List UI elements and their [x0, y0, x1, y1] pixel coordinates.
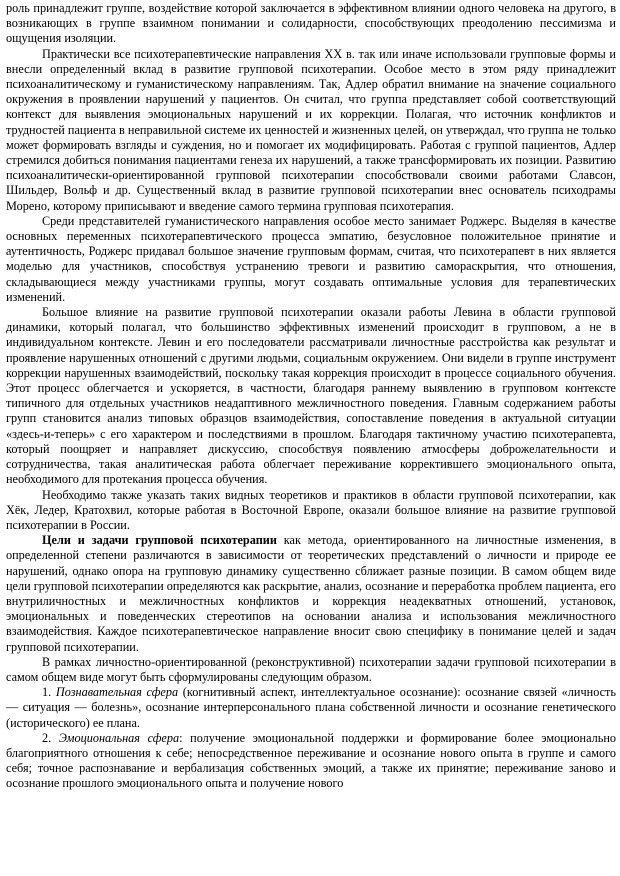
- emotional-sphere-text: : получение эмоциональной поддержки и формирование более эмоционально благоприятного отношения к себе; непосредственное переживание и осознание нового опыта в группе и самого себя; точное распознавание и вербализация собственных эмоций, а также их принятие; переживание заново и осознание прошлого эмоционального опыта и получение нового: [6, 730, 616, 791]
- paragraph-tasks-intro: В рамках личностно-ориентированной (реконструктивной) психотерапии задачи групповой психотерапии в самом общем виде могут быть сформулированы следующим образом.: [6, 654, 616, 684]
- list-item-cognitive: [6, 685, 616, 731]
- paragraph-intro-continuation: роль принадлежит группе, воздействие которой заключается в эффективном влиянии одного человека на другого, в возникающих в группе взаимном понимании и солидарности, способствующих преодолению пессимизма и ощущения изоляции.: [6, 1, 616, 46]
- list-number: 1.: [42, 685, 56, 700]
- cognitive-sphere-text: (когнитивный аспект, интеллектуальное осознание): осознание связей «личность — ситуация — болезнь», осознание интерперсонального плана собственной личности и осознание генетического (исторического) ее плана.: [6, 685, 616, 730]
- paragraph-east-europe: Необходимо также указать таких видных теоретиков и практиков в области групповой психотерапии, как Хёк, Ледер, Кратохвил, которые работая в Восточной Европе, оказали большое влияние на развитие групповой психотерапии в России.: [6, 487, 616, 532]
- paragraph-lewin: Большое влияние на развитие групповой психотерапии оказали работы Левина в области групповой динамики, который полагал, что большинство эффективных изменений происходит в групповом, а не в индивидуальном контексте. Левин и его последователи рассматривали личностные расстройства как результат и проявление нарушенных отношений с другими людьми, социальным окружением. Они видели в группе инструмент коррекции нарушенных взаимодействий, поскольку такая коррекция происходит в процессе социального обучения. Этот процесс облегчается и ускоряется, в частности, благодаря раннему выявлению в групповом контексте типичного для отдельных участников неадаптивного межличностного поведения. Главным содержанием работы групп становится анализ типовых образцов взаимодействия, сопоставление поведения в актуальной ситуации «здесь-и-теперь» с его характером и последствиями в прошлом. Благодаря тактичному участию психотерапевта, который поощряет и направляет дискуссию, способствуя появлению атмосферы доброжелательности и сотрудничества, такая аналитическая работа облегчает переживание корректившего эмоционального опыта, необходимого для протекания процесса обучения.: [6, 305, 616, 487]
- emotional-sphere-term: Эмоциональная сфера: [58, 730, 180, 745]
- paragraph-psychotherapy-directions: Практически все психотерапевтические направления XX в. так или иначе использовали групповые формы и внесли определенный вклад в развитие групповой психотерапии. Особое место в этом ряду принадлежит психоаналитическому и гуманистическому направлениям. Так, Адлер обратил внимание на значение социального окружения в проявлении нарушений у пациентов. Он считал, что группа представляет собой соответствующий контекст для выявления эмоциональных нарушений и их коррекции. Полагая, что источник конфликтов и трудностей пациента в неправильной системе их ценностей и жизненных целей, он утверждал, что группа не только может формировать взгляды и суждения, но и помогает их модифицировать. Работая с группой пациентов, Адлер стремился добиться понимания пациентами генеза их нарушений, а также трансформировать их позиции. Развитию психоаналитически-ориентированной групповой психотерапии способствовали своими работами Славсон, Шильдер, Вольф и др. Существенный вклад в развитие групповой психотерапии внес основатель психодрамы Морено, которому приписывают и введение самого термина групповая психотерапия.: [6, 46, 616, 213]
- list-number: 2.: [42, 730, 59, 745]
- goals-heading: Цели и задачи групповой психотерапии: [42, 533, 277, 548]
- paragraph-goals: [6, 533, 616, 655]
- list-item-emotional: [6, 731, 616, 792]
- goals-text: как метода, ориентированного на личностные изменения, в определенной степени различаются в зависимости от теоретических представлений о личности и природе ее нарушений, однако опора на групповую динамику существенно сближает разные позиции. В самом общем виде цели групповой психотерапии определяются как раскрытие, анализ, осознание и переработка проблем пациента, его внутриличностных и межличностных конфликтов и коррекция неадекватных отношений, установок, эмоциональных и поведенческих стереотипов на основании анализа и использования межличностного взаимодействия. Каждое психотерапевтическое направление вносит свою специфику в понимание целей и задач групповой психотерапии.: [6, 533, 616, 654]
- cognitive-sphere-term: Познавательная сфера: [55, 685, 179, 700]
- paragraph-rogers: Среди представителей гуманистического направления особое место занимает Роджерс. Выделяя в качестве основных переменных психотерапевтического процесса эмпатию, безусловное положительное принятие и аутентичность, Роджерс придавал большое значение групповым формам, считая, что психотерапевт в них является моделью для участников, способствуя устранению тревоги и развитию самораскрытия, что отношения, складывающиеся между участниками группы, могут создавать оптимальные условия для терапевтических изменений.: [6, 213, 616, 304]
